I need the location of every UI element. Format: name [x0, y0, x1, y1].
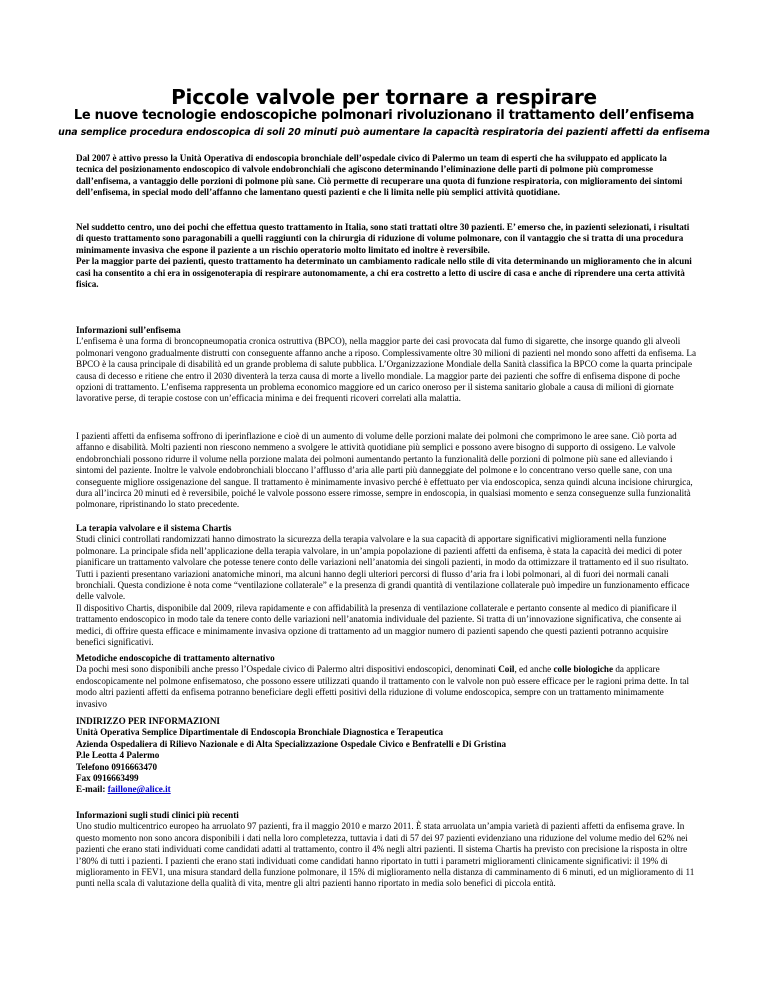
iperinflazione-paragraph: I pazienti affetti da enfisema soffrono di iperinflazione e cioè di un aumento di volume delle porzioni malate dei polmoni che comprimono le aree sane. Ciò porta ad affanno e disabilità. Molti pazienti non riescono nemmeno a svolgere le attività quotidiane più semplici e possono avere bisogno di supporto di ossigeno. Le valvole endobronchiali possono ridurre il volume nella porzione malata dei polmoni aumentando pertanto la funzionalità delle porzioni di polmone più sane ed alleviando i sintomi del paziente. Inoltre le valvole endobronchiali bloccano l’afflusso d’aria alle parti più danneggiate del polmone e lo concentrano verso quelle sane, con una conseguente migliore ossigenazione del sangue. Il trattamento è minimamente invasivo perché è effettuato per via endoscopica, senza quindi alcuna incisione chirurgica, dura all’incirca 20 minuti ed è reversibile, poiché le valvole possono essere rimosse, sempre in endoscopia, in qualsiasi momento e senza conseguenze sulla funzionalità polmonare, ripristinando lo stato precedente. — [76, 431, 693, 510]
chartis-heading: La terapia valvolare e il sistema Chartis — [76, 523, 232, 533]
contact-heading: INDIRIZZO PER INFORMAZIONI — [76, 716, 220, 726]
page-title: Piccole valvole per tornare a respirare — [171, 85, 597, 109]
chartis-device-paragraph: Il dispositivo Chartis, disponibile dal 2009, rileva rapidamente e con affidabilità la presenza di ventilazione collaterale e pertanto consente al medico di pianificare il trattamento endoscopico in modo tale da tenere conto delle variazioni nell’anatomia individuale del paziente. Si tratta di un’innovazione significativa, che consente ai medici, di offrire questa efficace e minimamente invasiva opzione di trattamento ad un maggior numero di pazienti sapendo che questi pazienti potranno acquisire benefici significativi. — [76, 602, 682, 648]
contact-address: P.le Leotta 4 Palermo — [76, 750, 160, 761]
contact-fax: Fax 0916663499 — [76, 773, 139, 784]
intro-paragraph: Dal 2007 è attivo presso la Unità Operativa di endoscopia bronchiale dell’ospedale civico di Palermo un team di esperti che ha sviluppato ed applicato la tecnica del posizionamento endoscopico di valvole endobronchiali che agiscono determinando l’eliminazione delle parti di polmone più compromesse dall’enfisema, a vantaggio delle porzioni di polmone più sane. Ciò permette di recuperare una quota di funzione respiratoria, con miglioramento dei sintomi dell’enfisema, in special modo dell’affanno che lamentano questi pazienti e che li limita nelle più semplici attività quotidiane. — [76, 153, 683, 198]
studi-section — [76, 810, 696, 890]
studi-heading: Informazioni sugli studi clinici più recenti — [76, 810, 239, 820]
enfisema-paragraph: L’enfisema è una forma di broncopneumopatia cronica ostruttiva (BPCO), nella maggior parte dei casi provocata dal fumo di sigarette, che insorge quando gli alveoli polmonari vengono gradualmente distrutti con conseguente affanno anche a riposo. Complessivamente oltre 30 milioni di pazienti nel mondo sono affetti da enfisema. La BPCO è la causa principale di disabilità ed un grande problema di salute pubblica. L’Organizzazione Mondiale della Sanità classifica la BPCO come la quarta principale causa di decesso e ritiene che entro il 2030 diventerà la terza causa di morte a livello mondiale. La maggior parte dei pazienti che soffre di enfisema dispone di poche opzioni di trattamento. L’enfisema rappresenta un problema economico maggiore ed un carico oneroso per il sistema sanitario globale a causa di milioni di giornate lavorative perse, di terapie costose con un’efficacia minima e dei frequenti ricoveri correlati alla malattia. — [76, 336, 696, 404]
contact-unit: Unità Operativa Semplice Dipartimentale di Endoscopia Bronchiale Diagnostica e Terapeutica — [76, 727, 444, 738]
metodiche-section — [76, 653, 696, 710]
results-paragraph: Nel suddetto centro, uno dei pochi che effettua questo trattamento in Italia, sono stati trattati oltre 30 pazienti. E’ emerso che, in pazienti selezionati, i risultati di questo trattamento sono paragonabili a quelli raggiunti con la chirurgia di riduzione di volume polmonare, con il vantaggio che si tratta di una procedura minimamente invasiva che espone il paziente a un rischio operatorio molto limitato ed inoltre è reversibile. — [76, 222, 690, 255]
enfisema-section — [76, 325, 696, 405]
studi-paragraph: Uno studio multicentrico europeo ha arruolato 97 pazienti, fra il maggio 2010 e marzo 2011. È stata arruolata un’ampia varietà di pazienti affetti da enfisema grave. In questo momento non sono ancora disponibili i dati nella loro completezza, tuttavia i dati di 57 dei 97 pazienti evidenziano una riduzione del volume medio del 62% nei pazienti che erano stati individuati come candidati adatti al trattamento, contro il 4% negli altri pazienti. Il sistema Chartis ha previsto con precisione la risposta in oltre l’80% di tutti i pazienti. I pazienti che erano stati individuati come candidati hanno riportato in tutti i parametri miglioramenti clinicamente significativi: il 19% di miglioramento in FEV1, una misura standard della funzione polmonare, il 15% di miglioramento nella distanza di camminamento di 6 minuti, ed un miglioramento di 11 punti nella scala di valutazione della qualità di vita, mentre gli altri pazienti hanno riportato in media solo benefici di piccola entità. — [76, 821, 695, 889]
contact-email-label: E-mail: — [76, 784, 108, 795]
intro-section — [76, 153, 696, 199]
contact-section — [76, 716, 696, 796]
contact-email-link[interactable]: faillone@alice.it — [107, 784, 171, 795]
lifestyle-paragraph: Per la maggior parte dei pazienti, questo trattamento ha determinato un cambiamento radicale nello stile di vita determinando un miglioramento che in alcuni casi ha consentito a chi era in ossigenoterapia di respirare autonomamente, a chi era costretto a letto di uscire di casa e anche di riprendere una certa attività fisica. — [76, 256, 692, 290]
metodiche-text-after: da applicare endoscopicamente nel polmone enfisematoso, che possono essere utilizzati quando il trattamento con le valvole non può essere efficace per le ragioni prima dette. In tal modo altri pazienti affetti da enfisema potranno beneficiare degli effetti positivi della riduzione di volume endoscopica, sempre con un trattamento minimamente invasivo — [76, 664, 690, 709]
colle-term: colle biologiche — [553, 664, 614, 675]
metodiche-heading: Metodiche endoscopiche di trattamento alternativo — [76, 653, 275, 663]
metodiche-text-before: Da pochi mesi sono disponibili anche presso l’Ospedale civico di Palermo altri dispositivi endoscopici, denominati — [76, 664, 499, 675]
page-subtitle: Le nuove tecnologie endoscopiche polmonari rivoluzionano il trattamento dell’enfisema — [73, 108, 695, 123]
contact-email-row — [76, 784, 696, 795]
chartis-paragraph: Studi clinici controllati randomizzati hanno dimostrato la sicurezza della terapia valvolare e la sua capacità di apportare significativi miglioramenti nella funzione polmonare. La principale sfida nell’applicazione della terapia valvolare, in un’ampia popolazione di pazienti affetti da enfisema, è stata la capacità dei medici di poter pianificare un trattamento valvolare che potesse tenere conto delle variazioni nell’anatomia dei singoli pazienti, in modo da ottimizzare il trattamento ed il suo risultato. Tutti i pazienti presentano variazioni anatomiche minori, ma alcuni hanno degli ulteriori percorsi di flusso d’aria fra i lobi polmonari, al di fuori dei normali canali bronchiali. Questa condizione è nota come “ventilazione collaterale” e la presenza di grandi quantità di ventilazione collaterale può impedire un funzionamento efficace delle valvole. — [76, 534, 690, 602]
coil-term: Coil — [498, 664, 515, 675]
chartis-section — [76, 523, 696, 648]
page-tagline: una semplice procedura endoscopica di soli 20 minuti può aumentare la capacità respiratoria dei pazienti affetti da enfisema — [58, 127, 710, 138]
enfisema-heading: Informazioni sull’enfisema — [76, 325, 181, 335]
metodiche-paragraph — [76, 664, 696, 710]
metodiche-text-middle: , ed anche — [514, 664, 554, 675]
contact-phone: Telefono 0916663470 — [76, 761, 158, 772]
contact-hospital: Azienda Ospedaliera di Rilievo Nazionale e di Alta Specializzazione Ospedale Civico e Benfratelli e Di Gristina — [76, 738, 507, 749]
results-section — [76, 222, 696, 290]
iperinflazione-section — [76, 431, 696, 511]
